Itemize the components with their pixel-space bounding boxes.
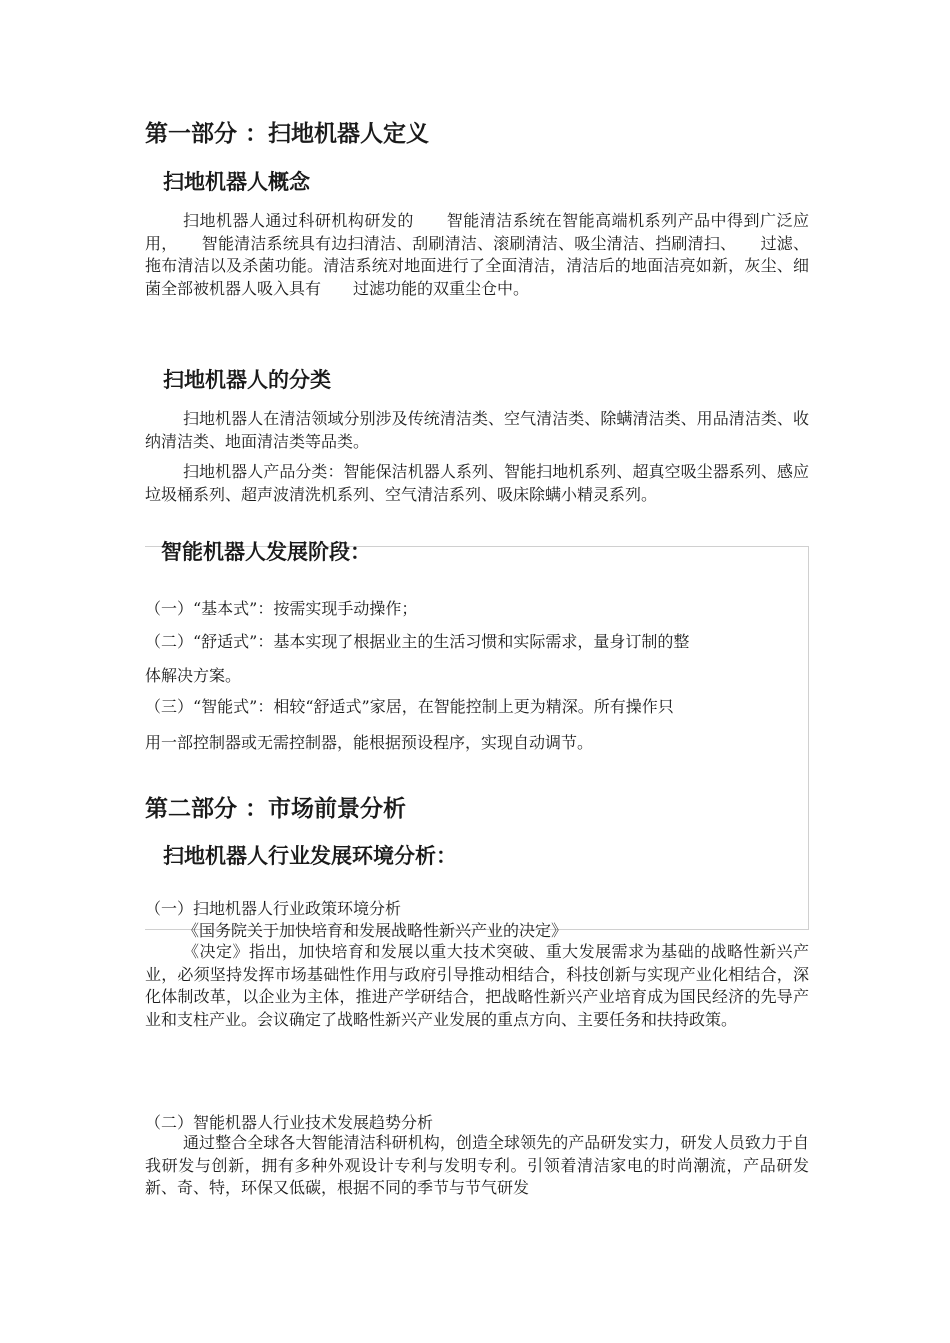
policy-heading: （一）扫地机器人行业政策环境分析 [145,899,402,918]
part1-title: 第一部分 ：扫地机器人定义 [145,120,430,147]
classification-heading: 扫地机器人的分类 [163,367,331,392]
policy-doc-title: 《国务院关于加快培育和发展战略性新兴产业的决定》 [183,921,568,940]
concept-heading: 扫地机器人概念 [163,169,310,194]
stage-2-line-1: （二）“舒适式”：基本实现了根据业主的生活习惯和实际需求，量身订制的整 [145,632,690,651]
classification-p2: 扫地机器人产品分类：智能保洁机器人系列、智能扫地机系列、超真空吸尘器系列、感应垃圾桶系列、超声波清洗机系列、空气清洁系列、吸床除螨小精灵系列。 [145,462,809,504]
stage-3-line-2: 用一部控制器或无需控制器，能根据预设程序，实现自动调节。 [145,733,594,752]
part2-title: 第二部分 ：市场前景分析 [145,795,407,822]
classification-p1: 扫地机器人在清洁领域分别涉及传统清洁类、空气清洁类、除螨清洁类、用品清洁类、收纳清洁类、地面清洁类等品类。 [145,409,809,451]
concept-body: 扫地机器人通过科研机构研发的 智能清洁系统在智能高端机系列产品中得到广泛应用， 智能清洁系统具有边扫清洁、刮刷清洁、滚刷清洁、吸尘清洁、挡刷清扫、 过滤、拖布清洁以及杀菌功能。清洁系统对地面进行了全面清洁，清洁后的地面洁亮如新，灰尘、细菌全部被机器人吸入具有 过滤功能的双重尘仓中。 [145,211,809,298]
tech-body: 通过整合全球各大智能清洁科研机构，创造全球领先的产品研发实力，研发人员致力于自我研发与创新，拥有多种外观设计专利与发明专利。引领着清洁家电的时尚潮流，产品研发新、奇、特，环保又低碳，根据不同的季节与节气研发 [145,1133,809,1197]
policy-body: 《决定》指出，加快培育和发展以重大技术突破、重大发展需求为基础的战略性新兴产业，必须坚持发挥市场基础性作用与政府引导推动相结合，科技创新与实现产业化相结合，深化体制改革，以企业为主体，推进产学研结合，把战略性新兴产业培育成为国民经济的先导产业和支柱产业。会议确定了战略性新兴产业发展的重点方向、主要任务和扶持政策。 [145,942,809,1029]
stage-1: （一）“基本式”：按需实现手动操作； [145,599,418,618]
stage-2-line-2: 体解决方案。 [145,666,242,685]
stage-3-line-1: （三）“智能式”：相较“舒适式”家居，在智能控制上更为精深。所有操作只 [145,697,674,716]
stages-heading: 智能机器人发展阶段： [161,539,371,564]
env-heading: 扫地机器人行业发展环境分析： [163,843,457,868]
tech-heading: （二）智能机器人行业技术发展趋势分析 [145,1113,434,1132]
